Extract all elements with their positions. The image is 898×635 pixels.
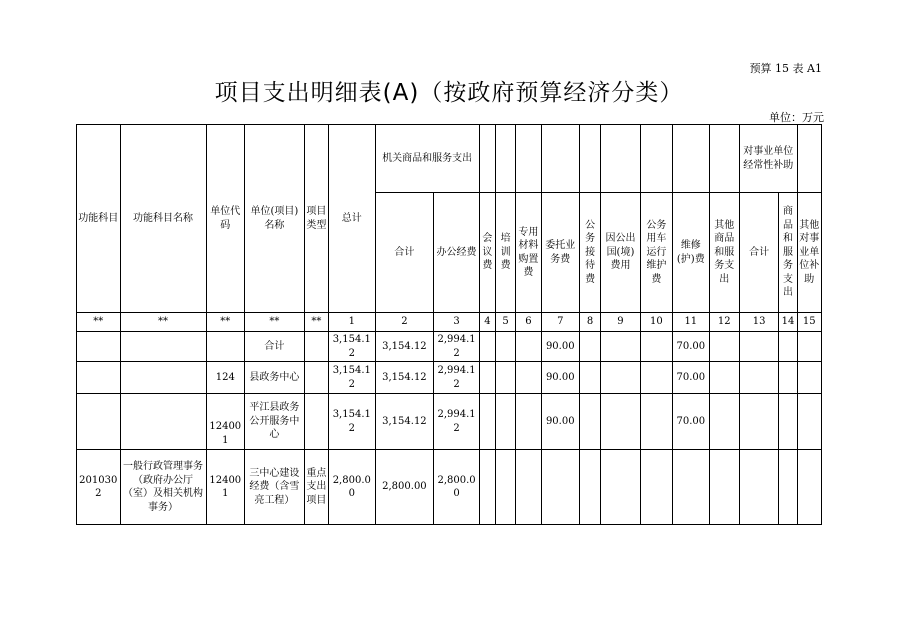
index-cell: 15 (797, 313, 821, 332)
header-materials: 专用材料购置费 (516, 193, 541, 313)
gs-total-cell: 2,800.00 (375, 450, 434, 525)
header-subsidy-group: 对事业单位经常性补助 (739, 125, 797, 193)
unit-name-cell: 平江县政务公开服务中心 (245, 394, 305, 450)
total-cell: 3,154.12 (329, 332, 376, 362)
project-type-cell (304, 332, 328, 362)
project-type-cell: 重点支出项目 (304, 450, 328, 525)
table-row (77, 332, 822, 362)
unit-code-cell: 124 (206, 362, 244, 394)
unit-name-cell: 县政务中心 (245, 362, 305, 394)
header-unit-name: 单位(项目)名称 (245, 125, 305, 313)
func-name-cell (120, 362, 206, 394)
func-name-cell (120, 332, 206, 362)
index-cell: ** (304, 313, 328, 332)
page-title: 项目支出明细表(A)（按政府预算经济分类） (214, 80, 684, 106)
index-cell: 9 (601, 313, 640, 332)
header-func-name: 功能科目名称 (120, 125, 206, 313)
unit-name-cell: 合计 (245, 332, 305, 362)
office-cell: 2,800.00 (434, 450, 480, 525)
repair-cell: 70.00 (673, 362, 709, 394)
index-cell: 1 (329, 313, 376, 332)
header-vehicle: 公务用车运行维护费 (640, 193, 672, 313)
index-cell: ** (245, 313, 305, 332)
index-cell: ** (206, 313, 244, 332)
repair-cell: 70.00 (673, 332, 709, 362)
header-unit-code: 单位代码 (206, 125, 244, 313)
index-cell: 14 (779, 313, 797, 332)
header-func-code: 功能科目 (77, 125, 121, 313)
func-code-cell: 2010302 (77, 450, 121, 525)
expenditure-table (76, 124, 822, 525)
commission-cell: 90.00 (541, 394, 579, 450)
index-cell: ** (77, 313, 121, 332)
project-type-cell (304, 394, 328, 450)
index-cell: 7 (541, 313, 579, 332)
project-type-cell (304, 362, 328, 394)
func-code-cell (77, 332, 121, 362)
gs-total-cell: 3,154.12 (375, 362, 434, 394)
table-row (77, 394, 822, 450)
gs-total-cell: 3,154.12 (375, 394, 434, 450)
header-meeting: 会议费 (479, 193, 495, 313)
header-project-type: 项目类型 (304, 125, 328, 313)
total-cell: 3,154.12 (329, 362, 376, 394)
office-cell: 2,994.12 (434, 394, 480, 450)
commission-cell: 90.00 (541, 362, 579, 394)
unit-code-cell (206, 332, 244, 362)
index-cell: 2 (375, 313, 434, 332)
header-row-1 (77, 125, 822, 193)
total-cell: 3,154.12 (329, 394, 376, 450)
func-name-cell (120, 394, 206, 450)
repair-cell: 70.00 (673, 394, 709, 450)
unit-code-cell: 124001 (206, 394, 244, 450)
header-sub-gs: 商品和服务支出 (779, 193, 797, 313)
index-cell: 10 (640, 313, 672, 332)
unit-name-cell: 三中心建设经费（含雪亮工程） (245, 450, 305, 525)
index-cell: 5 (496, 313, 516, 332)
index-cell: ** (120, 313, 206, 332)
header-other-gs: 其他商品和服务支出 (709, 193, 739, 313)
gs-total-cell: 3,154.12 (375, 332, 434, 362)
unit-code-cell: 124001 (206, 450, 244, 525)
header-gs-total: 合计 (375, 193, 434, 313)
header-goods-services: 机关商品和服务支出 (375, 125, 479, 193)
office-cell: 2,994.12 (434, 332, 480, 362)
commission-cell: 90.00 (541, 332, 579, 362)
func-code-cell (77, 362, 121, 394)
func-name-cell: 一般行政管理事务（政府办公厅（室）及相关机构事务） (120, 450, 206, 525)
total-cell: 2,800.00 (329, 450, 376, 525)
document-label: 预算 15 表 A1 (749, 62, 822, 75)
header-training: 培训费 (496, 193, 516, 313)
index-row (77, 313, 822, 332)
func-code-cell (77, 394, 121, 450)
index-cell: 12 (709, 313, 739, 332)
index-cell: 6 (516, 313, 541, 332)
header-reception: 公务接待费 (579, 193, 600, 313)
index-cell: 3 (434, 313, 480, 332)
index-cell: 13 (739, 313, 778, 332)
header-sub-other: 其他对事业单位补助 (797, 193, 821, 313)
commission-cell (541, 450, 579, 525)
office-cell: 2,994.12 (434, 362, 480, 394)
header-sub-total: 合计 (739, 193, 778, 313)
header-abroad: 因公出国(境)费用 (601, 193, 640, 313)
table-row (77, 450, 822, 525)
index-cell: 8 (579, 313, 600, 332)
unit-label: 单位：万元 (769, 111, 824, 124)
repair-cell (673, 450, 709, 525)
header-office: 办公经费 (434, 193, 480, 313)
table-row (77, 362, 822, 394)
header-total: 总计 (329, 125, 376, 313)
header-commission: 委托业务费 (541, 193, 579, 313)
index-cell: 11 (673, 313, 709, 332)
index-cell: 4 (479, 313, 495, 332)
header-repair: 维修(护)费 (673, 193, 709, 313)
